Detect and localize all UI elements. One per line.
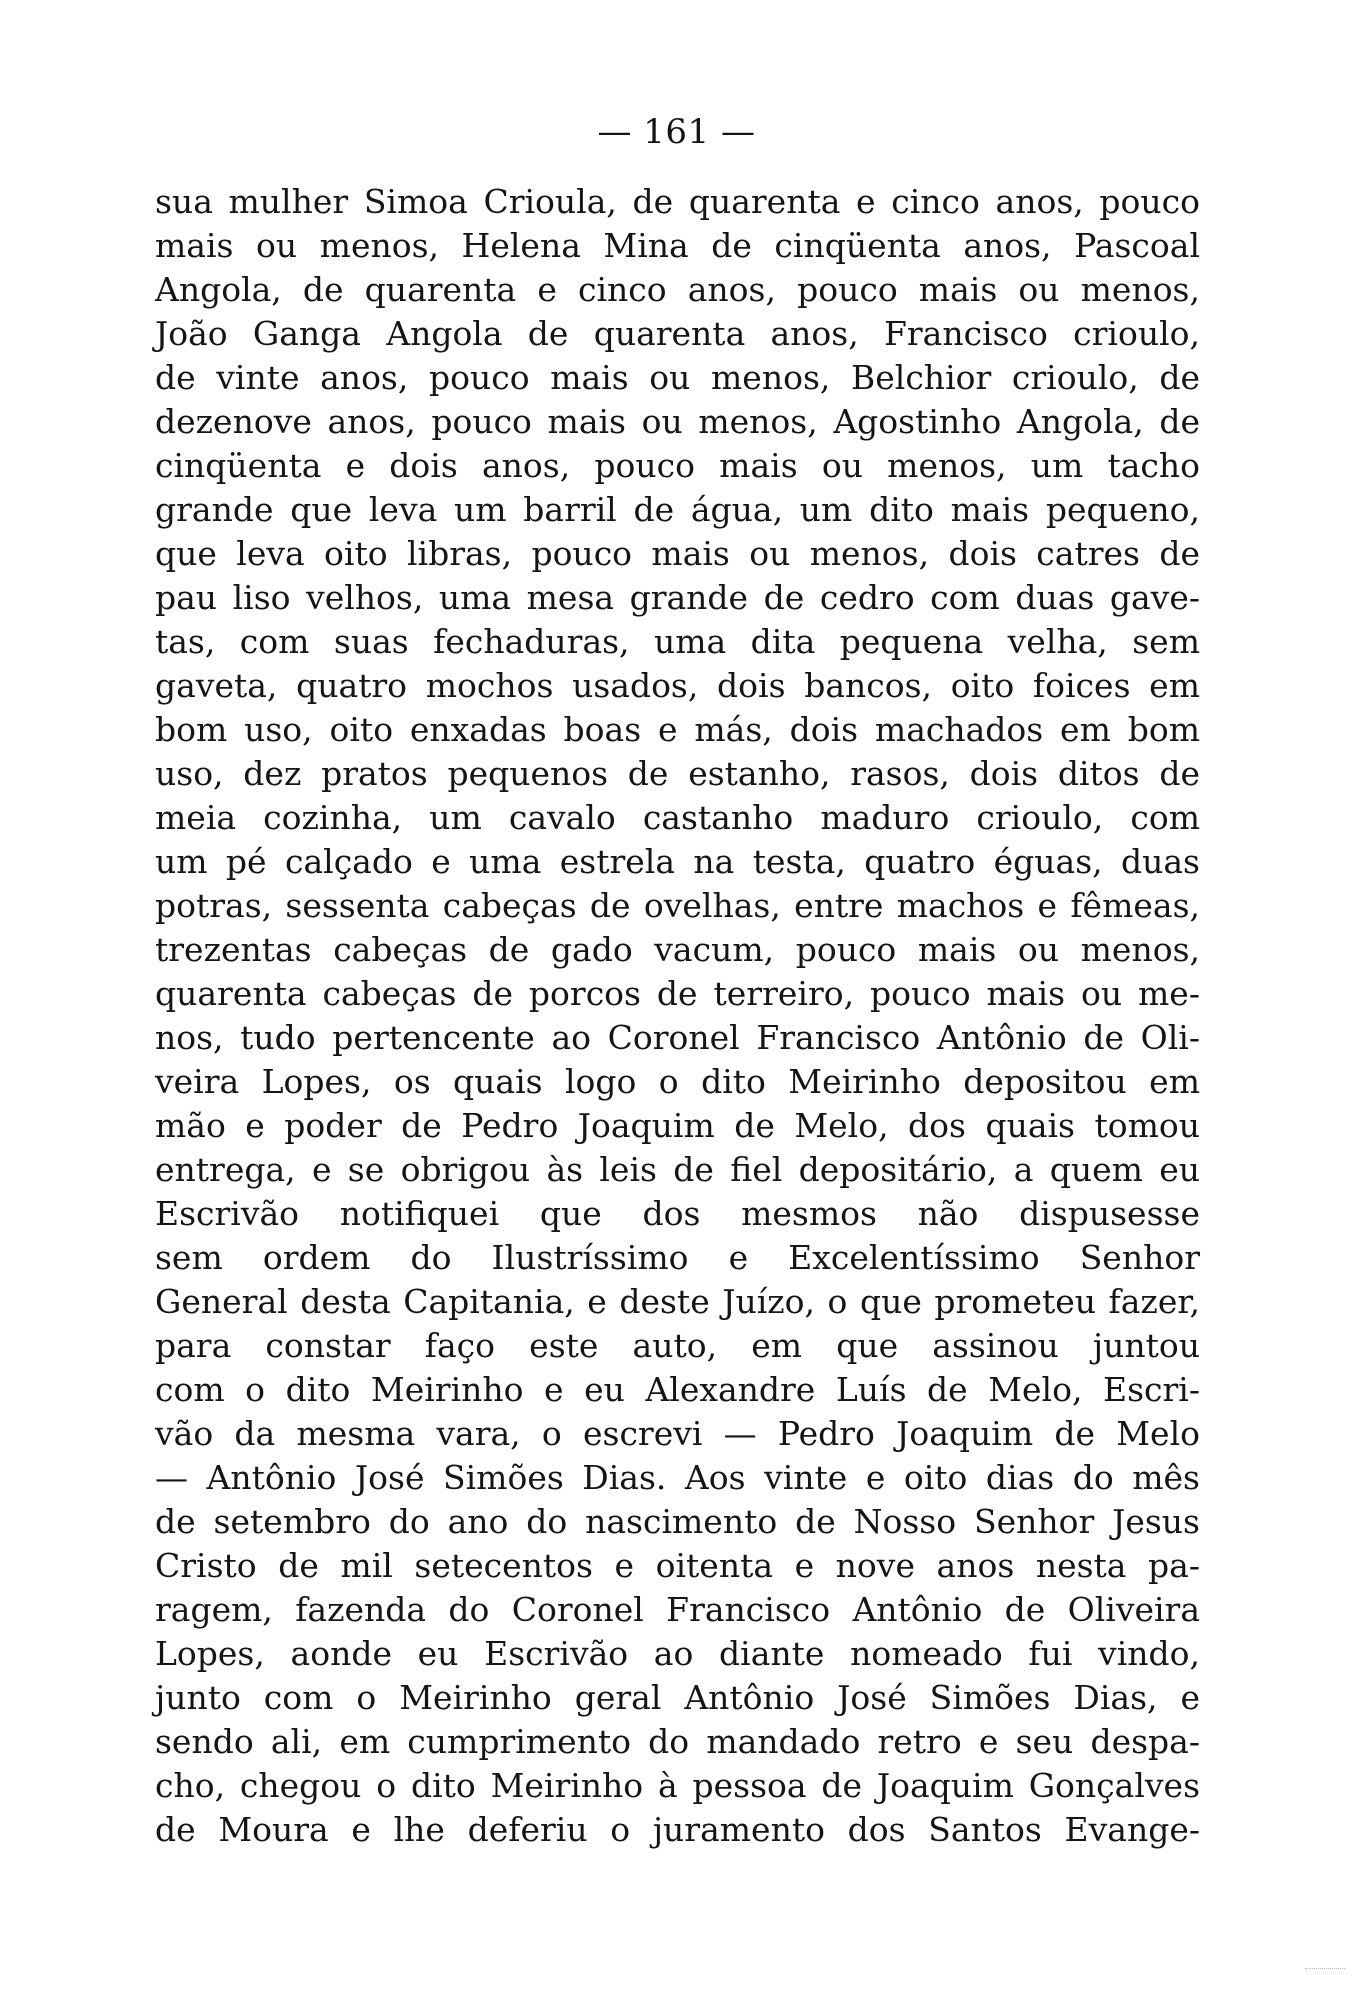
text-line: sua mulher Simoa Crioula, de quarenta e cinco anos, pouco	[155, 182, 1200, 221]
text-line: sendo ali, em cumprimento do mandado retro e seu despa-	[155, 1722, 1200, 1761]
text-line: João Ganga Angola de quarenta anos, Francisco crioulo,	[155, 314, 1200, 353]
scan-edge-mark	[1305, 1968, 1345, 1973]
text-line: nos, tudo pertencente ao Coronel Francisco Antônio de Oli-	[155, 1018, 1200, 1057]
text-line: — Antônio José Simões Dias. Aos vinte e oito dias do mês	[155, 1458, 1200, 1497]
text-line: tas, com suas fechaduras, uma dita pequena velha, sem	[155, 622, 1200, 661]
text-line: que leva oito libras, pouco mais ou menos, dois catres de	[155, 534, 1200, 573]
text-line: gaveta, quatro mochos usados, dois bancos, oito foices em	[155, 666, 1200, 705]
text-line: para constar faço este auto, em que assinou juntou	[155, 1326, 1200, 1365]
text-line: veira Lopes, os quais logo o dito Meirinho depositou em	[155, 1062, 1200, 1101]
text-line: junto com o Meirinho geral Antônio José Simões Dias, e	[155, 1678, 1200, 1717]
text-line: Angola, de quarenta e cinco anos, pouco mais ou menos,	[155, 270, 1200, 309]
text-line: ragem, fazenda do Coronel Francisco Antônio de Oliveira	[155, 1590, 1200, 1629]
text-line: mão e poder de Pedro Joaquim de Melo, dos quais tomou	[155, 1106, 1200, 1145]
text-line: Cristo de mil setecentos e oitenta e nove anos nesta pa-	[155, 1546, 1200, 1585]
text-line: vão da mesma vara, o escrevi — Pedro Joaquim de Melo	[155, 1414, 1200, 1453]
text-line: dezenove anos, pouco mais ou menos, Agostinho Angola, de	[155, 402, 1200, 441]
text-line: General desta Capitania, e deste Juízo, o que prometeu fazer,	[155, 1282, 1200, 1321]
text-line: Lopes, aonde eu Escrivão ao diante nomeado fui vindo,	[155, 1634, 1200, 1673]
text-line: grande que leva um barril de água, um dito mais pequeno,	[155, 490, 1200, 529]
text-line: de vinte anos, pouco mais ou menos, Belchior crioulo, de	[155, 358, 1200, 397]
text-line: entrega, e se obrigou às leis de fiel depositário, a quem eu	[155, 1150, 1200, 1189]
page-number: — 161 —	[597, 112, 756, 152]
text-line: sem ordem do Ilustríssimo e Excelentíssimo Senhor	[155, 1238, 1200, 1277]
body-text	[155, 180, 1200, 1852]
text-line: cho, chegou o dito Meirinho à pessoa de Joaquim Gonçalves	[155, 1766, 1200, 1805]
text-line: com o dito Meirinho e eu Alexandre Luís de Melo, Escri-	[155, 1370, 1200, 1409]
text-line: bom uso, oito enxadas boas e más, dois machados em bom	[155, 710, 1200, 749]
text-line: de setembro do ano do nascimento de Nosso Senhor Jesus	[155, 1502, 1200, 1541]
text-line: meia cozinha, um cavalo castanho maduro crioulo, com	[155, 798, 1200, 837]
text-line: mais ou menos, Helena Mina de cinqüenta anos, Pascoal	[155, 226, 1200, 265]
text-line: potras, sessenta cabeças de ovelhas, entre machos e fêmeas,	[155, 886, 1200, 925]
text-line: de Moura e lhe deferiu o juramento dos Santos Evange-	[155, 1810, 1200, 1849]
text-line: um pé calçado e uma estrela na testa, quatro éguas, duas	[155, 842, 1200, 881]
text-line: quarenta cabeças de porcos de terreiro, pouco mais ou me-	[155, 974, 1200, 1013]
text-line: pau liso velhos, uma mesa grande de cedro com duas gave-	[155, 578, 1200, 617]
text-line: Escrivão notifiquei que dos mesmos não dispusesse	[155, 1194, 1200, 1233]
text-line: cinqüenta e dois anos, pouco mais ou menos, um tacho	[155, 446, 1200, 485]
text-line: uso, dez pratos pequenos de estanho, rasos, dois ditos de	[155, 754, 1200, 793]
text-line: trezentas cabeças de gado vacum, pouco mais ou menos,	[155, 930, 1200, 969]
